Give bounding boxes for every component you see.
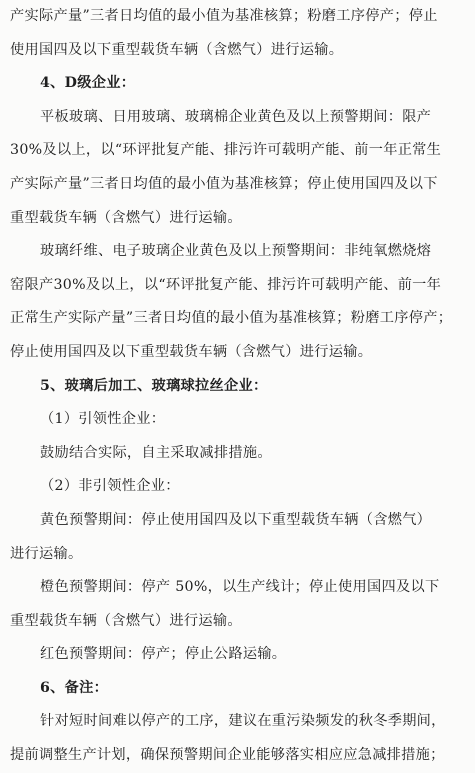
text-line: 进行运输。	[10, 545, 83, 562]
text-line: 平板玻璃、日用玻璃、玻璃棉企业黄色及以上预警期间：限产	[40, 108, 432, 125]
section-heading: 4、D级企业：	[40, 75, 136, 92]
text-line: 红色预警期间：停产；停止公路运输。	[40, 646, 287, 663]
text-line: 重型载货车辆（含燃气）进行运输。	[10, 612, 242, 629]
text-line: （2）非引领性企业：	[40, 478, 180, 495]
text-line: 提前调整生产计划，确保预警期间企业能够落实相应应急减排措施；	[10, 747, 445, 764]
text-line: 产实际产量”三者日均值的最小值为基准核算；停止使用国四及以下	[10, 175, 438, 192]
text-line: 停止使用国四及以下重型载货车辆（含燃气）进行运输。	[10, 343, 373, 360]
text-line: 30%及以上，以“环评批复产能、排污许可载明产能、前一年正常生	[10, 142, 442, 159]
section-heading: 5、玻璃后加工、玻璃球拉丝企业：	[40, 377, 268, 394]
text-line: 正常生产实际产量”三者日均值的最小值为基准核算；粉磨工序停产；	[10, 310, 453, 327]
text-line: 黄色预警期间：停止使用国四及以下重型载货车辆（含燃气）	[40, 511, 432, 528]
text-line: 玻璃纤维、电子玻璃企业黄色及以上预警期间：非纯氧燃烧熔	[40, 243, 432, 260]
text-line: 使用国四及以下重型载货车辆（含燃气）进行运输。	[10, 41, 344, 58]
text-line: 产实际产量”三者日均值的最小值为基准核算；粉磨工序停产；停止	[10, 8, 438, 24]
text-line: 重型载货车辆（含燃气）进行运输。	[10, 209, 242, 226]
section-heading: 6、备注：	[40, 679, 109, 696]
text-line: 窑限产30%及以上，以“环评批复产能、排污许可载明产能、前一年	[10, 276, 442, 293]
text-line: 鼓励结合实际，自主采取减排措施。	[40, 444, 272, 461]
text-line: （1）引领性企业：	[40, 411, 166, 428]
text-line: 橙色预警期间：停产 50%，以生产线计；停止使用国四及以下	[40, 579, 440, 596]
text-line: 针对短时间难以停产的工序，建议在重污染频发的秋冬季期间，	[40, 713, 446, 730]
